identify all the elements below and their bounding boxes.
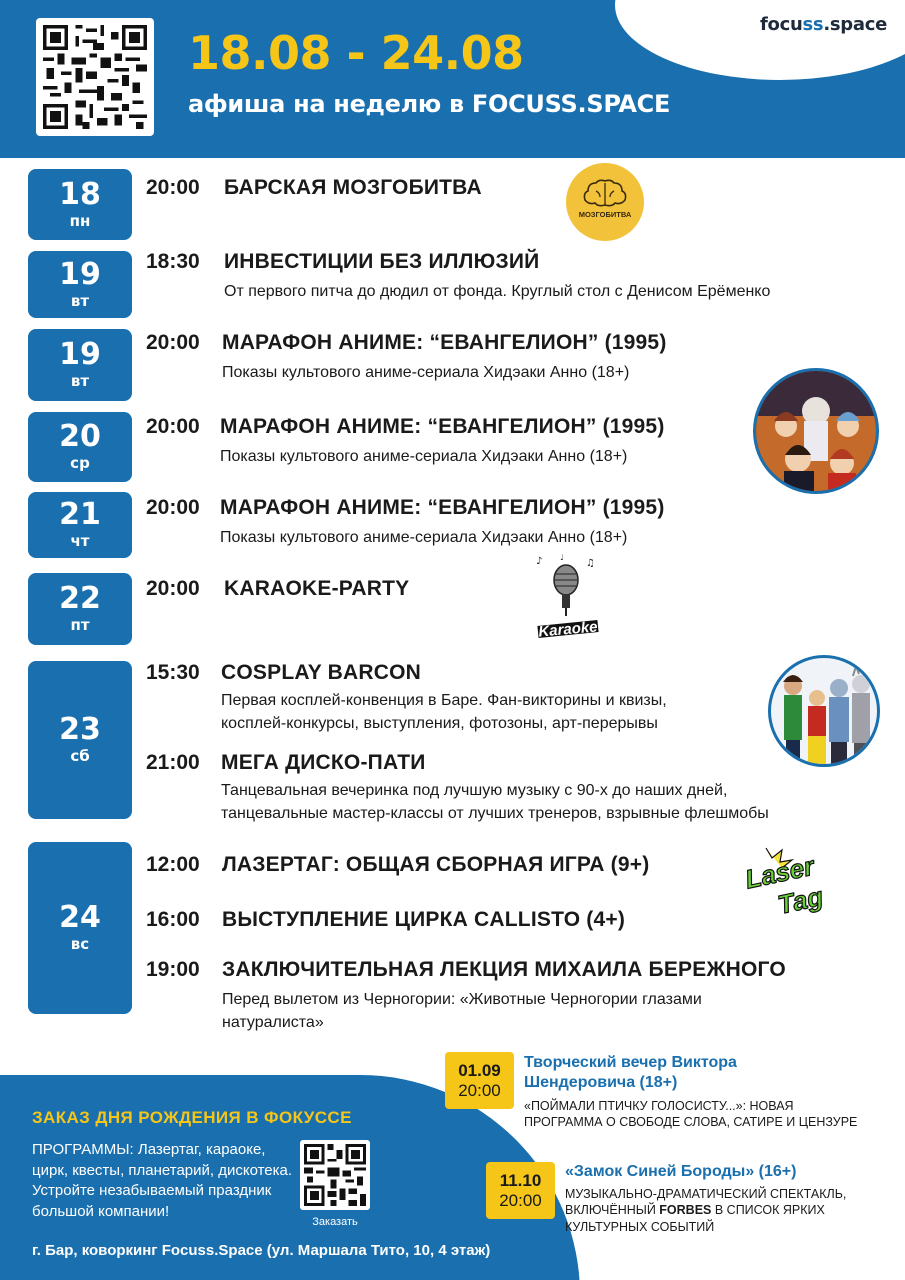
order-link[interactable]: Заказать bbox=[312, 1216, 358, 1228]
event-description-line: Танцевальная вечеринка под лучшую музыку с 90-х до наших дней, bbox=[221, 782, 728, 799]
day-badge bbox=[28, 251, 132, 318]
laser-tag-icon bbox=[738, 838, 842, 916]
day-number: 18 bbox=[59, 176, 101, 212]
qr-code[interactable] bbox=[36, 18, 154, 136]
evangelion-image bbox=[753, 368, 879, 494]
promo-title-line: Творческий вечер Виктора bbox=[524, 1054, 737, 1071]
event-time: 18:30 bbox=[146, 250, 200, 273]
svg-text:♩: ♩ bbox=[560, 553, 564, 562]
date-range: 18.08 - 24.08 bbox=[188, 26, 524, 80]
day-number: 19 bbox=[59, 337, 101, 372]
qr-code-icon bbox=[43, 25, 147, 129]
event-time: 20:00 bbox=[146, 331, 200, 354]
promo-text-line: ПРОГРАММА О СВОБОДЕ СЛОВА, САТИРЕ И ЦЕНЗУРЕ bbox=[524, 1115, 858, 1130]
promo-time: 20:00 bbox=[499, 1190, 542, 1210]
event-title: МАРАФОН АНИМЕ: “ЕВАНГЕЛИОН” (1995) bbox=[220, 415, 665, 438]
promo-text-line: КУЛЬТУРНЫХ СОБЫТИЙ bbox=[565, 1219, 715, 1234]
day-badge bbox=[28, 169, 132, 240]
day-badge bbox=[28, 412, 132, 482]
day-weekday: сб bbox=[70, 747, 90, 765]
event-title: KARAOKE-PARTY bbox=[224, 577, 410, 600]
event-description-line: Перед вылетом из Черногории: «Животные Черногории глазами bbox=[222, 991, 702, 1008]
event-title: COSPLAY BARCON bbox=[221, 661, 422, 684]
promo-title bbox=[524, 1053, 737, 1093]
karaoke-logo bbox=[530, 552, 606, 642]
event-time: 16:00 bbox=[146, 908, 200, 931]
brand-logo: focuss.space bbox=[760, 14, 887, 35]
microphone-icon bbox=[530, 552, 606, 642]
day-number: 21 bbox=[59, 497, 101, 532]
laser-tag-label-2: Tag bbox=[775, 881, 826, 916]
page-subtitle: афиша на неделю в FOCUSS.SPACE bbox=[188, 90, 671, 118]
event-title: ЗАКЛЮЧИТЕЛЬНАЯ ЛЕКЦИЯ МИХАИЛА БЕРЕЖНОГО bbox=[222, 958, 786, 981]
event-description bbox=[221, 780, 769, 825]
day-weekday: вт bbox=[70, 291, 90, 310]
header bbox=[0, 0, 905, 158]
karaoke-label: Karaoke bbox=[537, 618, 599, 641]
qr-code-icon bbox=[304, 1144, 366, 1206]
event-description: Показы культового аниме-сериала Хидэаки Анно (18+) bbox=[220, 448, 628, 465]
event-description bbox=[221, 690, 667, 735]
day-number: 23 bbox=[59, 712, 101, 747]
promo-date-badge bbox=[486, 1162, 555, 1219]
forbes-label: FORBES bbox=[659, 1203, 712, 1218]
header-swoosh bbox=[615, 0, 905, 80]
promo-text bbox=[565, 1186, 846, 1235]
promo-text-part: ВКЛЮЧЁННЫЙ bbox=[565, 1203, 660, 1218]
event-title: ИНВЕСТИЦИИ БЕЗ ИЛЛЮЗИЙ bbox=[224, 250, 540, 273]
day-weekday: вт bbox=[70, 372, 90, 390]
day-weekday: ср bbox=[70, 454, 90, 472]
event-time: 20:00 bbox=[146, 415, 200, 438]
svg-text:♫: ♫ bbox=[586, 558, 595, 569]
event-time: 12:00 bbox=[146, 853, 200, 876]
promo-date: 01.09 bbox=[458, 1060, 501, 1080]
day-badge bbox=[28, 573, 132, 645]
promo-title-line: Шендеровича (18+) bbox=[524, 1074, 678, 1091]
promo-text-part: В СПИСОК ЯРКИХ bbox=[711, 1203, 825, 1218]
day-number: 19 bbox=[59, 256, 101, 292]
event-description bbox=[222, 989, 702, 1034]
laser-tag-label-1: Laser bbox=[742, 850, 817, 895]
day-number: 22 bbox=[59, 581, 101, 616]
brain-icon bbox=[566, 163, 644, 241]
promo-date-badge bbox=[445, 1052, 514, 1109]
event-time: 20:00 bbox=[146, 496, 200, 519]
birthday-title: ЗАКАЗ ДНЯ РОЖДЕНИЯ В ФОКУССЕ bbox=[32, 1108, 352, 1127]
event-time: 20:00 bbox=[146, 176, 200, 199]
event-title: МАРАФОН АНИМЕ: “ЕВАНГЕЛИОН” (1995) bbox=[220, 496, 665, 519]
day-badge bbox=[28, 492, 132, 558]
event-title: ВЫСТУПЛЕНИЕ ЦИРКА CALLISTO (4+) bbox=[222, 908, 626, 931]
brain-battle-label: МОЗГОБИТВА bbox=[578, 210, 632, 219]
event-description: От первого питча до дюдил от фонда. Круглый стол с Денисом Ерёменко bbox=[224, 283, 771, 300]
event-time: 19:00 bbox=[146, 958, 200, 981]
event-title: МАРАФОН АНИМЕ: “ЕВАНГЕЛИОН” (1995) bbox=[222, 331, 667, 354]
event-description: Показы культового аниме-сериала Хидэаки Анно (18+) bbox=[220, 529, 628, 546]
event-time: 20:00 bbox=[146, 577, 200, 600]
day-weekday: пн bbox=[69, 211, 91, 230]
cosplayers-icon bbox=[771, 658, 877, 764]
promo-text-line: МУЗЫКАЛЬНО-ДРАМАТИЧЕСКИЙ СПЕКТАКЛЬ, bbox=[565, 1187, 847, 1201]
event-description-line: танцевальные мастер-классы от лучших тренеров, взрывные флешмобы bbox=[221, 804, 769, 822]
event-title: МЕГА ДИСКО-ПАТИ bbox=[221, 751, 426, 774]
day-badge bbox=[28, 661, 132, 819]
svg-text:♪: ♪ bbox=[536, 556, 543, 567]
event-time: 15:30 bbox=[146, 661, 200, 684]
promo-text bbox=[524, 1098, 857, 1131]
event-time: 21:00 bbox=[146, 751, 200, 774]
day-badge bbox=[28, 329, 132, 401]
birthday-text: ПРОГРАММЫ: Лазертаг, караоке, цирк, квесты, планетарий, дискотека. Устройте незабываемый праздник большой компании! bbox=[32, 1141, 293, 1221]
promo-time: 20:00 bbox=[458, 1080, 501, 1100]
promo-date: 11.10 bbox=[499, 1170, 542, 1190]
day-number: 20 bbox=[59, 419, 101, 454]
event-description: Показы культового аниме-сериала Хидэаки Анно (18+) bbox=[222, 364, 630, 381]
cosplay-image bbox=[768, 655, 880, 767]
day-badge bbox=[28, 842, 132, 1014]
promo-text-line: «ПОЙМАЛИ ПТИЧКУ ГОЛОСИСТУ...»: НОВАЯ bbox=[524, 1099, 794, 1113]
event-description-line: натуралиста» bbox=[222, 1013, 324, 1031]
day-weekday: вс bbox=[70, 935, 90, 953]
laser-tag-logo bbox=[738, 838, 842, 916]
event-title: ЛАЗЕРТАГ: ОБЩАЯ СБОРНАЯ ИГРА (9+) bbox=[222, 853, 650, 876]
venue-address: г. Бар, коворкинг Focuss.Space (ул. Маршала Тито, 10, 4 этаж) bbox=[32, 1242, 491, 1259]
brain-battle-logo bbox=[566, 163, 644, 241]
day-weekday: чт bbox=[70, 532, 90, 550]
day-weekday: пт bbox=[70, 616, 90, 634]
promo-title: «Замок Синей Бороды» (16+) bbox=[565, 1163, 797, 1180]
birthday-qr-code[interactable] bbox=[300, 1140, 370, 1210]
day-number: 24 bbox=[59, 900, 101, 935]
anime-characters-icon bbox=[756, 371, 876, 491]
event-description-line: косплей-конкурсы, выступления, фотозоны, арт-перерывы bbox=[221, 714, 658, 732]
event-description-line: Первая косплей-конвенция в Баре. Фан-викторины и квизы, bbox=[221, 692, 667, 709]
event-title: БАРСКАЯ МОЗГОБИТВА bbox=[224, 176, 482, 199]
